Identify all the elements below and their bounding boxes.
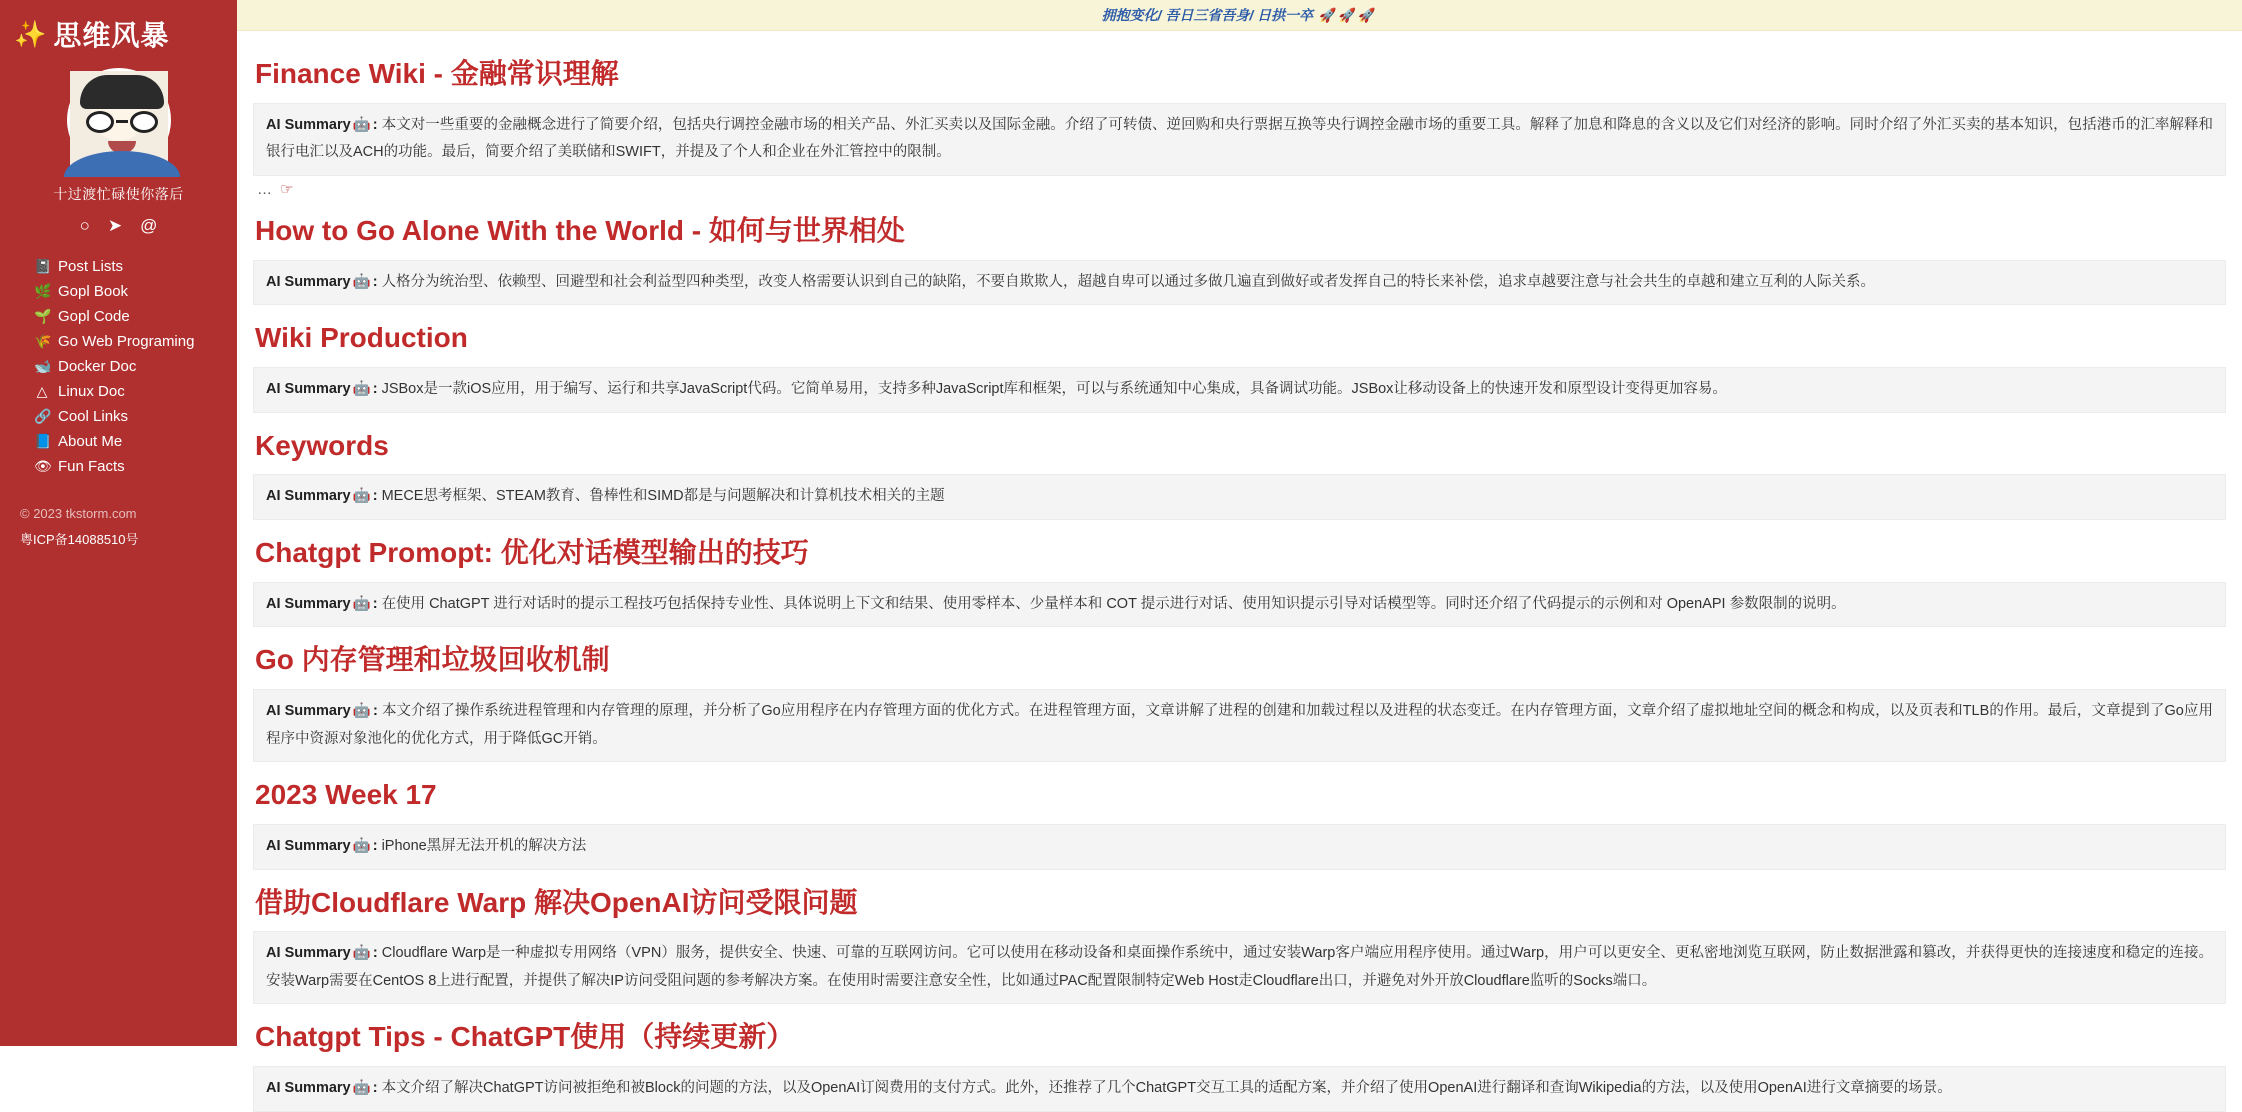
main-content [237, 0, 2242, 1097]
summary-text: 本文介绍了操作系统进程管理和内存管理的原理，并分析了Go应用程序在内存管理方面的优化方式。在进程管理方面，文章讲解了进程的创建和加载过程以及进程的状态变迁。在内存管理方面，文章介绍了虚拟地址空间的概念和构成，以及页表和TLB的作用。最后，文章提到了Go应用程序中资源对象池化的优化方式，用于降低GC开销。 [266, 703, 2213, 747]
sidebar-item-post-lists[interactable] [34, 254, 237, 279]
post-summary: AI Summary 🤖 : 本文介绍了解决ChatGPT访问被拒绝和被Block的问题的方法，以及OpenAI订阅费用的支付方式。此外，还推荐了几个ChatGPT交互工具的适配方案，并介绍了使用OpenAI进行翻译和查询Wikipedia的方法，以及使用OpenAI进行文章摘要的场景。 [253, 1066, 2226, 1112]
summary-label: AI Summary [266, 116, 351, 133]
summary-label: AI Summary [266, 837, 351, 854]
post-title[interactable]: Finance Wiki - 金融常识理解 [255, 58, 619, 89]
post-summary: AI Summary 🤖 : iPhone黑屏无法开机的解决方法 [253, 824, 2226, 870]
sidebar-item-go-web-programing[interactable] [34, 329, 237, 354]
robot-icon: 🤖 [352, 595, 371, 612]
sidebar-item-label: Post Lists [58, 258, 124, 275]
list-item [237, 427, 2242, 520]
summary-text: JSBox是一款iOS应用，用于编写、运行和共享JavaScript代码。它简单易用，支持多种JavaScript库和框架，可以与系统通知中心集成，具备调试功能。JSBox让移动设备上的快速开发和原型设计变得更加容易。 [381, 381, 1727, 398]
sidebar-item-label: Gopl Code [58, 308, 130, 325]
sidebar-item-gopl-code[interactable] [34, 304, 237, 329]
robot-icon: 🤖 [352, 1080, 371, 1097]
sidebar-item-label: Docker Doc [58, 358, 137, 375]
link-icon: 🔗 [34, 408, 52, 424]
star-icon: ✨ [14, 18, 48, 49]
sidebar-item-cool-links[interactable] [34, 404, 237, 429]
whale-icon: 🐋 [34, 358, 52, 374]
sidebar-item-gopl-book[interactable] [34, 279, 237, 304]
post-summary: AI Summary 🤖 : MECE思考框架、STEAM教育、鲁棒性和SIMD都是与问题解决和计算机技术相关的主题 [253, 474, 2226, 520]
summary-text: 本文介绍了解决ChatGPT访问被拒绝和被Block的问题的方法，以及OpenAI订阅费用的支付方式。此外，还推荐了几个ChatGPT交互工具的适配方案，并介绍了使用OpenAI进行翻译和查询Wikipedia的方法，以及使用OpenAI进行文章摘要的场景。 [381, 1080, 1952, 1097]
post-summary: AI Summary 🤖 : 本文介绍了操作系统进程管理和内存管理的原理，并分析了Go应用程序在内存管理方面的优化方式。在进程管理方面，文章讲解了进程的创建和加载过程以及进程的状态变迁。在内存管理方面，文章介绍了虚拟地址空间的概念和构成，以及页表和TLB的作用。最后，文章提到了Go应用程序中资源对象池化的优化方式，用于降低GC开销。 [253, 689, 2226, 762]
summary-text: 人格分为统治型、依赖型、回避型和社会利益型四种类型，改变人格需要认识到自己的缺陷，不要自欺欺人，超越自卑可以通过多做几遍直到做好或者发挥自己的特长来补偿，追求卓越要注意与社会共生的卓越和建立互利的人际关系。 [381, 273, 1876, 290]
sidebar-item-linux-doc[interactable] [34, 379, 237, 404]
summary-text: iPhone黑屏无法开机的解决方法 [381, 837, 587, 854]
eye-icon: 👁 [34, 458, 52, 474]
summary-label: AI Summary [266, 1080, 351, 1097]
list-item [237, 776, 2242, 869]
telegram-icon[interactable]: ➤ [107, 216, 123, 235]
list-item [237, 319, 2242, 412]
summary-text: MECE思考框架、STEAM教育、鲁棒性和SIMD都是与问题解决和计算机技术相关的主题 [381, 488, 945, 505]
list-item [237, 641, 2242, 762]
summary-text: 在使用 ChatGPT 进行对话时的提示工程技巧包括保持专业性、具体说明上下文和结果、使用零样本、少量样本和 COT 提示进行对话、使用知识提示引导对话模型等。同时还介绍了代码提示的示例和对 OpenAPI 参数限制的说明。 [381, 595, 1846, 612]
robot-icon: 🤖 [352, 837, 371, 854]
sidebar-item-label: Gopl Book [58, 283, 129, 300]
sidebar-item-docker-doc[interactable] [34, 354, 237, 379]
post-title[interactable]: Chatgpt Tips - ChatGPT使用（持续更新） [255, 1021, 795, 1053]
post-summary: AI Summary 🤖 : 人格分为统治型、依赖型、回避型和社会利益型四种类型，改变人格需要认识到自己的缺陷，不要自欺欺人，超越自卑可以通过多做几遍直到做好或者发挥自己的特长来补偿，追求卓越要注意与社会共生的卓越和建立互利的人际关系。 [253, 260, 2226, 306]
post-title[interactable]: How to Go Alone With the World - 如何与世界相处 [255, 214, 905, 246]
list-item [237, 884, 2242, 1005]
avatar [67, 68, 171, 172]
summary-label: AI Summary [266, 488, 351, 505]
summary-text: 本文对一些重要的金融概念进行了简要介绍，包括央行调控金融市场的相关产品、外汇买卖以及国际金融。介绍了可转债、逆回购和央行票据互换等央行调控金融市场的重要工具。解释了加息和降息的含义以及它们对经济的影响。同时介绍了外汇买卖的基本知识，包括港币的汇率解释和银行电汇以及ACH的功能。最后，简要介绍了美联储和SWIFT，并提及了个人和企业在外汇管控中的限制。 [266, 116, 2213, 161]
avatar-hair [80, 75, 164, 109]
plant-icon: 🌿 [34, 283, 52, 299]
summary-label: AI Summary [266, 703, 351, 720]
post-title[interactable]: Chatgpt Promopt: 优化对话模型输出的技巧 [255, 536, 809, 568]
email-icon[interactable]: @ [140, 216, 158, 235]
notebook-icon: 📓 [34, 258, 52, 274]
rocket-icon: 🚀🚀🚀 [1319, 6, 1378, 23]
glasses-icon [86, 111, 158, 133]
social-links [0, 216, 237, 236]
post-summary: AI Summary 🤖 : Cloudflare Warp是一种虚拟专用网络（VPN）服务，提供安全、快速、可靠的互联网访问。它可以使用在移动设备和桌面操作系统中，通过安装Warp客户端应用程序使用。通过Warp，用户可以更安全、更私密地浏览互联网，防止数据泄露和篡改，并获得更快的连接速度和稳定的连接。安装Warp需要在CentOS 8上进行配置，并提供了解决IP访问受阻问题的参考解决方案。在使用时需要注意安全性，比如通过PAC配置限制特定Web Host走Cloudflare出口，并避免对外开放Cloudflare监听的Socks端口。 [253, 931, 2226, 1004]
summary-label: AI Summary [266, 381, 351, 398]
book-icon: 📘 [34, 433, 52, 449]
sheaf-icon: 🌾 [34, 333, 52, 349]
footer-copyright [0, 501, 237, 553]
seedling-icon: 🌱 [34, 308, 52, 324]
summary-label: AI Summary [266, 273, 351, 290]
post-list [237, 31, 2242, 1112]
list-item [237, 55, 2242, 198]
summary-label: AI Summary [266, 595, 351, 612]
sidebar-tagline: 十过渡忙碌使你落后 [53, 186, 184, 202]
read-more[interactable] [253, 176, 2226, 198]
sidebar-item-label: Go Web Programing [58, 333, 195, 350]
sidebar-item-fun-facts[interactable] [34, 454, 237, 479]
list-item [237, 212, 2242, 305]
github-icon[interactable]: ○ [79, 216, 90, 235]
robot-icon: 🤖 [352, 273, 371, 290]
robot-icon: 🤖 [352, 703, 371, 720]
sidebar-item-label: Linux Doc [58, 383, 125, 400]
pointer-icon: ☞ [280, 180, 296, 198]
site-brand[interactable] [0, 14, 237, 54]
post-title[interactable]: 2023 Week 17 [255, 779, 437, 811]
site-brand-label: 思维风暴 [53, 20, 170, 51]
post-summary: AI Summary 🤖 : JSBox是一款iOS应用，用于编写、运行和共享JavaScript代码。它简单易用，支持多种JavaScript库和框架，可以与系统通知中心集成，具备调试功能。JSBox让移动设备上的快速开发和原型设计变得更加容易。 [253, 367, 2226, 413]
summary-text: Cloudflare Warp是一种虚拟专用网络（VPN）服务，提供安全、快速、可靠的互联网访问。它可以使用在移动设备和桌面操作系统中，通过安装Warp客户端应用程序使用。通过Warp，用户可以更安全、更私密地浏览互联网，防止数据泄露和篡改，并获得更快的连接速度和稳定的连接。安装Warp需要在CentOS 8上进行配置，并提供了解决IP访问受阻问题的参考解决方案。在使用时需要注意安全性，比如通过PAC配置限制特定Web Host走Cloudflare出口，并避免对外开放Cloudflare监听的Socks端口。 [266, 945, 2214, 989]
list-item [237, 534, 2242, 627]
robot-icon: 🤖 [352, 116, 371, 133]
robot-icon: 🤖 [352, 945, 371, 962]
icp-license[interactable]: 粤ICP备14088510号 [20, 532, 139, 547]
robot-icon: 🤖 [352, 381, 371, 398]
post-summary: AI Summary 🤖 : 在使用 ChatGPT 进行对话时的提示工程技巧包括保持专业性、具体说明上下文和结果、使用零样本、少量样本和 COT 提示进行对话、使用知识提示引导对话模型等。同时还介绍了代码提示的示例和对 OpenAPI 参数限制的说明。 [253, 582, 2226, 628]
avatar-wrap [0, 68, 237, 172]
summary-label: AI Summary [266, 945, 351, 962]
robot-icon: 🤖 [352, 488, 371, 505]
post-title[interactable]: Go 内存管理和垃圾回收机制 [255, 644, 610, 676]
sidebar-item-label: About Me [58, 433, 123, 450]
sidebar-item-about-me[interactable] [34, 429, 237, 454]
list-item [237, 1018, 2242, 1111]
copyright-text: © 2023 tkstorm.com [20, 506, 137, 521]
sidebar-item-label: Cool Links [58, 408, 129, 425]
post-summary: AI Summary 🤖 : 本文对一些重要的金融概念进行了简要介绍，包括央行调控金融市场的相关产品、外汇买卖以及国际金融。介绍了可转债、逆回购和央行票据互换等央行调控金融市场的重要工具。解释了加息和降息的含义以及它们对经济的影响。同时介绍了外汇买卖的基本知识，包括港币的汇率解释和银行电汇以及ACH的功能。最后，简要介绍了美联储和SWIFT，并提及了个人和企业在外汇管控中的限制。 [253, 103, 2226, 176]
sidebar-nav [0, 254, 237, 479]
post-title[interactable]: 借助Cloudflare Warp 解决OpenAI访问受限问题 [255, 886, 858, 918]
ellipsis: … [257, 180, 274, 198]
penguin-icon: △ [36, 383, 48, 399]
sidebar [0, 0, 237, 1046]
post-title[interactable]: Keywords [255, 429, 389, 461]
post-title[interactable]: Wiki Production [255, 322, 468, 354]
sidebar-item-label: Fun Facts [58, 458, 125, 475]
notice-link[interactable]: 拥抱变化/ 吾日三省吾身/ 日拱一卒 [1101, 7, 1314, 23]
notice-bar [237, 0, 2242, 31]
